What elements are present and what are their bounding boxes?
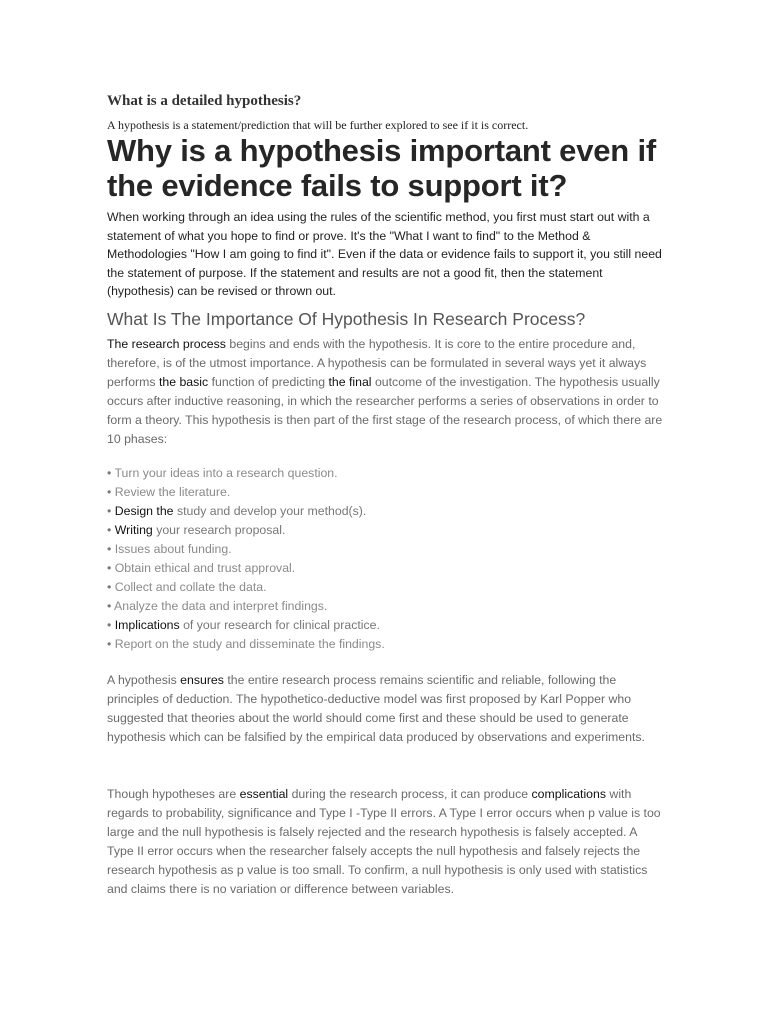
list-item-text: Analyze the data and interpret findings. [111, 599, 328, 613]
list-item-text: Review the literature. [111, 485, 231, 499]
list-item [107, 635, 667, 654]
text-span: begins and ends with the hypothesis. It is core to the entire procedure and, therefore, is of the utmost importance. A hypothesis can be formulated in several ways yet it always performs [107, 337, 647, 389]
bullet-icon: • [107, 504, 112, 518]
text-span: outcome of the investigation. The hypothesis usually occurs after inductive reasoning, in which the researcher performs a series of observations in order to form a theory. This hypothesis is then part of the first stage of the research process, of which there are 10 phases: [107, 375, 663, 446]
text-span: with regards to probability, significance and Type I -Type II errors. A Type I error occurs when p value is too large and the null hypothesis is falsely rejected and the research hypothesis is falsely accepted. A Type II error occurs when the researcher falsely accepts the null hypothesis and falsely rejects the research hypothesis as p value is too small. To confirm, a null hypothesis is only used with statistics and claims there is no variation or difference between variables. [107, 787, 661, 896]
link-design-the[interactable]: Design the [111, 504, 174, 518]
text-span: A hypothesis [107, 673, 181, 687]
deduction-paragraph [107, 671, 663, 747]
importance-title: Why is a hypothesis important even if the evidence fails to support it? [107, 133, 656, 203]
list-item-text: Issues about funding. [111, 542, 232, 556]
intro-paragraph: When working through an idea using the rules of the scientific method, you first must start out with a statement of what you hope to find or prove. It's the "What I want to find" to the Method & Methodologies "How I am going to find it". Even if the data or evidence fails to support it, you still need the statement of purpose. If the statement and results are not a good fit, then the statement (hypothesis) can be revised or thrown out. [107, 210, 662, 299]
link-writing[interactable]: Writing [111, 523, 153, 537]
bullet-icon: • [107, 466, 112, 480]
bullet-icon: • [107, 580, 112, 594]
link-implications[interactable]: Implications [111, 618, 180, 632]
detailed-hypothesis-text: A hypothesis is a statement/prediction that will be further explored to see if it is correct. [107, 118, 529, 132]
list-item [107, 540, 667, 559]
link-the-basic[interactable]: the basic [158, 375, 209, 389]
text-span: function of predicting [208, 375, 329, 389]
text-span: the entire research process remains scientific and reliable, following the principles of deduction. The hypothetico-deductive model was first proposed by Karl Popper who suggested that theories about the world should come first and these should be used to generate hypothesis which can be falsified by the empirical data produced by observations and experiments. [107, 673, 645, 744]
list-item [107, 578, 667, 597]
phases-list [107, 464, 667, 654]
link-research-process[interactable]: The research process [107, 337, 226, 351]
list-item-text: of your research for clinical practice. [179, 618, 380, 632]
research-process-heading: What Is The Importance Of Hypothesis In Research Process? [107, 309, 586, 329]
bullet-icon: • [107, 599, 112, 613]
bullet-icon: • [107, 618, 112, 632]
bullet-icon: • [107, 485, 112, 499]
list-item-text: Turn your ideas into a research question. [111, 466, 338, 480]
list-item-text: Collect and collate the data. [111, 580, 267, 594]
detailed-hypothesis-heading: What is a detailed hypothesis? [107, 93, 302, 109]
errors-paragraph [107, 785, 663, 899]
bullet-icon: • [107, 523, 112, 537]
text-span: during the research process, it can produce [288, 787, 532, 801]
list-item-text: study and develop your method(s). [173, 504, 367, 518]
list-item [107, 521, 667, 540]
research-process-paragraph [107, 335, 663, 449]
list-item [107, 502, 667, 521]
bullet-icon: • [107, 542, 112, 556]
bullet-icon: • [107, 561, 112, 575]
list-item-text: Report on the study and disseminate the findings. [111, 637, 385, 651]
list-item-text: Obtain ethical and trust approval. [111, 561, 296, 575]
link-the-final[interactable]: the final [328, 375, 372, 389]
list-item [107, 616, 667, 635]
bullet-icon: • [107, 637, 112, 651]
list-item [107, 597, 667, 616]
list-item [107, 464, 667, 483]
list-item [107, 559, 667, 578]
link-complications[interactable]: complications [531, 787, 607, 801]
link-ensures[interactable]: ensures [180, 673, 224, 687]
list-item-text: your research proposal. [152, 523, 286, 537]
text-span: Though hypotheses are [107, 787, 240, 801]
link-essential[interactable]: essential [239, 787, 289, 801]
list-item [107, 483, 667, 502]
